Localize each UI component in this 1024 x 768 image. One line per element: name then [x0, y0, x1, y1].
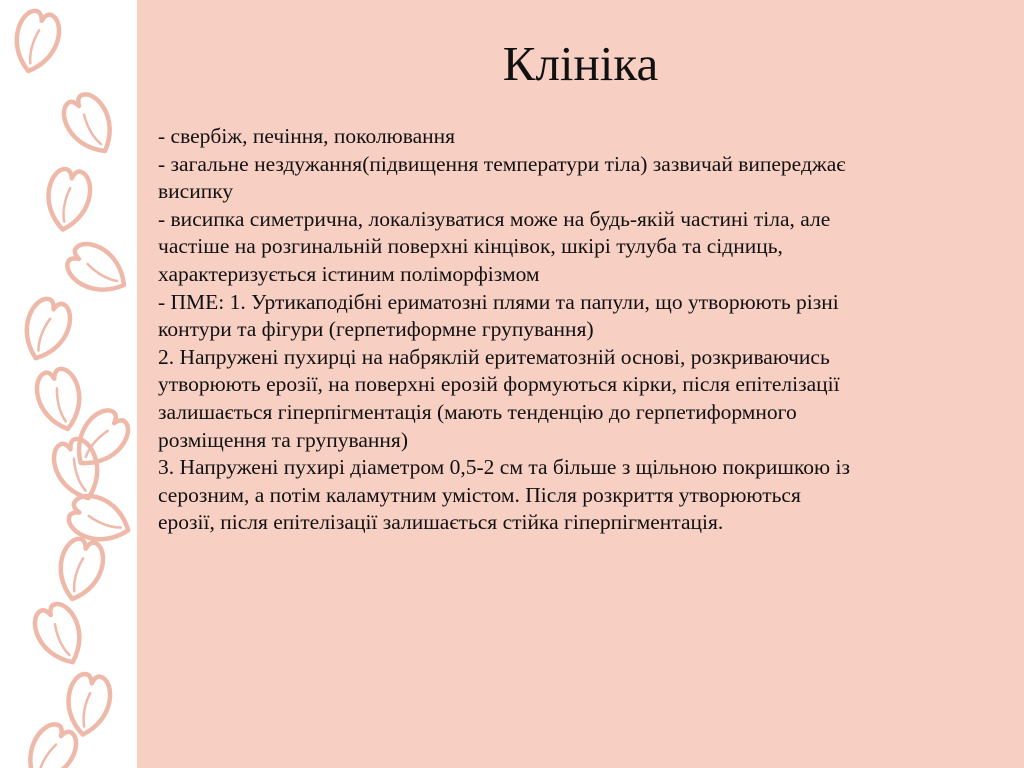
petal-icon	[62, 237, 135, 303]
body-line: контури та фігури (герпетиформне групування)	[158, 317, 594, 342]
body-line: утворюють ерозії, на поверхні ерозій формуються кірки, після епітелізації	[158, 372, 840, 397]
body-line: - ПМЕ: 1. Уртикаподібні ериматозні плями та папули, що утворюють різні	[158, 289, 839, 314]
body-line: - висипка симетрична, локалізуватися може на будь-якій частині тіла, але	[158, 206, 831, 231]
petal-icon	[29, 599, 92, 671]
body-line: частіше на розгинальній поверхні кінцівок, шкірі тулуба та сідниць,	[158, 234, 783, 259]
petal-icon	[52, 536, 107, 605]
body-line: - свербіж, печіння, поколювання	[158, 124, 456, 148]
body-line: 2. Напружені пухирці на набряклій еритематозній основі, розкриваючись	[158, 344, 830, 369]
petal-icon	[8, 8, 63, 77]
slide-body	[158, 123, 1008, 537]
petal-icon	[43, 167, 94, 233]
petal-pattern	[0, 0, 137, 768]
petal-icon	[32, 366, 87, 435]
slide-title: Клініка	[502, 36, 659, 91]
body-line: характеризується істиним поліморфізмом	[158, 261, 540, 286]
petal-icon	[57, 89, 123, 162]
body-line: серозним, а потім каламутним умістом. Після розкриття утворюються	[158, 482, 801, 507]
petal-icon	[16, 295, 75, 365]
body-line: 3. Напружені пухирі діаметром 0,5-2 см та більше з щільною покришкою із	[158, 455, 850, 480]
body-line: - загальне нездужання(підвищення температури тіла) зазвичай випереджає	[158, 151, 846, 176]
body-line: ерозії, після епітелізації залишається стійка гіперпігментація.	[158, 510, 724, 535]
petal-icon	[63, 672, 114, 738]
body-line: залишається гіперпігментація (мають тенденцію до герпетиформного	[158, 399, 797, 424]
body-line: висипку	[158, 179, 234, 204]
body-line: розміщення та групування)	[158, 427, 408, 452]
petal-icon	[17, 719, 83, 768]
decorative-sidebar	[0, 0, 137, 768]
